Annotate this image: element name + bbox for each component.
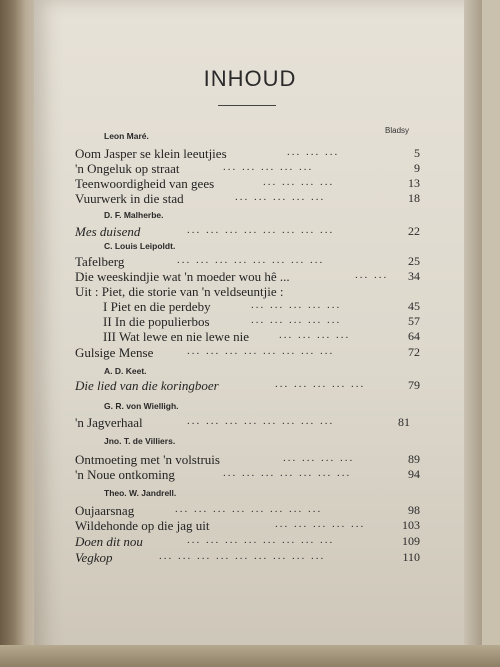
toc-entry xyxy=(75,518,420,534)
page-number: 5 xyxy=(414,146,420,160)
toc-entry xyxy=(75,503,420,519)
leader-dots: ... ... ... ... ... xyxy=(251,314,342,326)
leader-dots: ... ... ... ... ... ... ... ... xyxy=(177,254,325,266)
toc-entry xyxy=(75,467,420,483)
entry-title: 'n Jagverhaal xyxy=(75,415,143,430)
entry-title: II In die populierbos xyxy=(103,314,210,329)
entry-title: Mes duisend xyxy=(75,224,141,239)
toc-entry xyxy=(75,378,420,394)
page-number: 9 xyxy=(414,161,420,175)
author-heading: G. R. von Wielligh. xyxy=(104,401,179,411)
entry-title: Oujaarsnag xyxy=(75,503,135,518)
toc-entry xyxy=(75,284,420,300)
entry-title: Uit : Piet, die storie van 'n veldseuntjie : xyxy=(75,284,284,299)
leader-dots: ... ... ... xyxy=(287,146,340,158)
toc-entry xyxy=(75,146,420,162)
toc-entry xyxy=(75,224,420,240)
page-number: 18 xyxy=(408,191,420,205)
page-number: 81 xyxy=(398,415,410,429)
author-heading: Jno. T. de Villiers. xyxy=(104,436,176,446)
author-heading: A. D. Keet. xyxy=(104,366,147,376)
toc-entry xyxy=(103,329,420,345)
page-number: 57 xyxy=(408,314,420,328)
entry-title: Vegkop xyxy=(75,550,113,565)
leader-dots: ... ... ... ... ... ... ... ... xyxy=(187,534,335,546)
leader-dots: ... ... ... ... ... ... ... ... xyxy=(187,345,335,357)
page-column-header: Bladsy xyxy=(385,126,410,135)
leader-dots: ... ... ... ... ... xyxy=(275,378,366,390)
author-heading: Theo. W. Jandrell. xyxy=(104,488,177,498)
entry-title: Tafelberg xyxy=(75,254,125,269)
page-number: 98 xyxy=(408,503,420,517)
toc-entry xyxy=(103,314,420,330)
leader-dots: ... ... ... ... ... ... ... ... xyxy=(175,503,323,515)
leader-dots: ... ... ... ... ... xyxy=(235,191,326,203)
leader-dots: ... ... ... ... xyxy=(283,452,355,464)
toc-entry xyxy=(75,534,420,550)
page-title: INHOUD xyxy=(203,66,297,91)
author-heading: D. F. Malherbe. xyxy=(104,210,164,220)
entry-title: 'n Ongeluk op straat xyxy=(75,161,180,176)
entry-title: Doen dit nou xyxy=(75,534,143,549)
toc-entry xyxy=(75,161,420,177)
toc-entry xyxy=(75,191,420,207)
leader-dots: ... ... ... ... ... xyxy=(275,518,366,530)
page-number: 109 xyxy=(402,534,420,548)
leader-dots: ... ... ... ... ... xyxy=(251,299,342,311)
page-number: 34 xyxy=(408,269,420,283)
table-surface xyxy=(0,645,500,667)
entry-title: 'n Noue ontkoming xyxy=(75,467,175,482)
entry-title: I Piet en die perdeby xyxy=(103,299,211,314)
leader-dots: ... ... ... ... ... xyxy=(223,161,314,173)
page-number: 72 xyxy=(408,345,420,359)
entry-title: III Wat lewe en nie lewe nie xyxy=(103,329,249,344)
page-number: 13 xyxy=(408,176,420,190)
entry-title: Wildehonde op die jag uit xyxy=(75,518,210,533)
page-number: 25 xyxy=(408,254,420,268)
toc-entry xyxy=(75,550,420,566)
leader-dots: ... ... ... ... ... ... ... ... xyxy=(187,415,335,427)
toc-entry xyxy=(75,254,420,270)
page-number: 110 xyxy=(402,550,420,564)
leader-dots: ... ... ... ... ... ... ... ... xyxy=(187,224,335,236)
leader-dots: ... ... ... ... ... ... ... ... ... xyxy=(159,550,326,562)
entry-title: Ontmoeting met 'n volstruis xyxy=(75,452,220,467)
entry-title: Teenwoordigheid van gees xyxy=(75,176,215,191)
page-number: 79 xyxy=(408,378,420,392)
toc-entry xyxy=(75,452,420,468)
entry-title: Vuurwerk in die stad xyxy=(75,191,184,206)
leader-dots: ... ... ... ... ... ... ... xyxy=(223,467,352,479)
leader-dots: ... ... ... ... xyxy=(263,176,335,188)
entry-title: Die weeskindjie wat 'n moeder wou hê ... xyxy=(75,269,290,284)
page-number: 45 xyxy=(408,299,420,313)
author-heading: C. Louis Leipoldt. xyxy=(104,241,176,251)
toc-entry xyxy=(75,269,420,285)
page-number: 94 xyxy=(408,467,420,481)
page-number: 103 xyxy=(402,518,420,532)
page-number: 64 xyxy=(408,329,420,343)
toc-entry xyxy=(75,176,420,192)
leader-dots: ... ... ... ... xyxy=(279,329,351,341)
page-number: 89 xyxy=(408,452,420,466)
leader-dots: ... ... xyxy=(355,269,389,281)
toc-entry xyxy=(75,415,410,431)
entry-title: Die lied van die koringboer xyxy=(75,378,219,393)
author-heading: Leon Maré. xyxy=(104,131,149,141)
entry-title: Oom Jasper se klein leeutjies xyxy=(75,146,227,161)
toc-entry xyxy=(103,299,420,315)
page-number: 22 xyxy=(408,224,420,238)
toc-entry xyxy=(75,345,420,361)
entry-title: Gulsige Mense xyxy=(75,345,154,360)
